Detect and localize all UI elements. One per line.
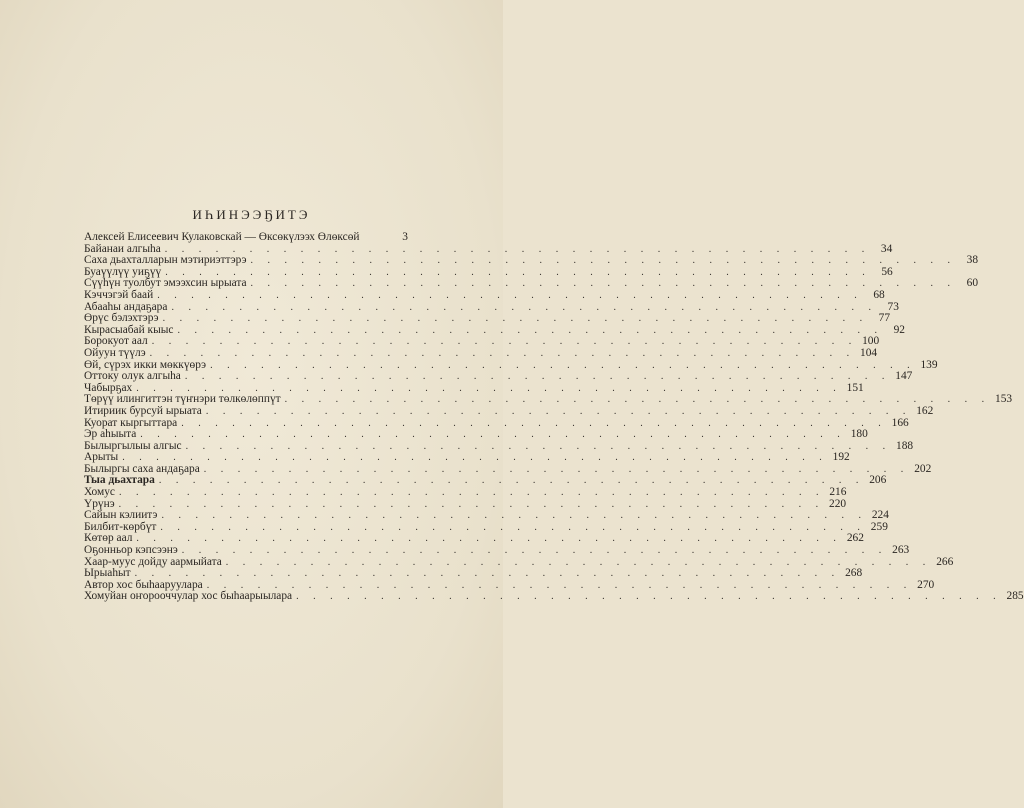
toc-entry-title: Өрүс бэлэхтэрэ — [84, 312, 159, 325]
dot-leader: . . . . . . . . . . . . . . . . . . . . . . . . . . . . . . . . . . . . . . . . . . — [203, 463, 910, 475]
toc-entry-page-number: 166 — [891, 416, 909, 429]
dot-leader: . . . . . . . . . . . . . . . . . . . . . . . . . . . . . . . . . . . . . . . . . . — [206, 579, 913, 591]
toc-entry-page-number: 285 — [1006, 590, 1024, 603]
toc-entry-title: Автор хос быһааруулара — [84, 578, 203, 591]
dot-leader: . . . . . . . . . . . . . . . . . . . . . . . . . . . . . . . . . . . . . . . . . . — [122, 452, 828, 464]
toc-entry-page-number: 263 — [892, 544, 910, 557]
dot-leader: . . . . . . . . . . . . . . . . . . . . . . . . . . . . . . . . . . . . . . . . . . — [177, 324, 883, 336]
toc-entry-title: Буаүүлүү уиҕүү — [84, 265, 162, 278]
toc-entry-page-number: 104 — [860, 346, 878, 359]
toc-entry-title: Үрүнэ — [84, 497, 115, 510]
toc-entry-title: Ырыаһыт — [84, 567, 131, 580]
toc-entry-page-number: 262 — [846, 532, 864, 545]
toc-entry-title: Көтөр аал — [84, 532, 133, 545]
toc-entry — [84, 544, 910, 557]
toc-entry-page-number: 224 — [871, 509, 889, 522]
dot-leader: . . . . . . . . . . . . . . . . . . . . . . . . . . . . . . . . . . . . . . . . . . — [149, 347, 856, 359]
dot-leader: . . . . . . . . . . . . . . . . . . . . . . . . . . . . . . . . . . . . . . . . . . — [161, 510, 867, 522]
dot-leader: . . . . . . . . . . . . . . . . . . . . . . . . . . . . . . . . . . . . . . . . . . — [250, 278, 957, 290]
toc-entry-page-number: 34 — [880, 242, 893, 255]
toc-entry-page-number: 73 — [887, 300, 899, 313]
toc-entry-page-number: 180 — [850, 428, 868, 441]
dot-leader: . . . . . . . . . . . . . . . . . . . . . . . . . . . . . . . . . . . . . . . . . . — [185, 440, 892, 452]
toc-entry-title: Арыты — [84, 451, 119, 464]
toc-entry-page-number: 147 — [895, 370, 913, 383]
toc-entry — [84, 232, 408, 244]
toc-entry-title: Былыргы саха андаҕара — [84, 462, 200, 475]
dot-leader: . . . . . . . . . . . . . . . . . . . . . . . . . . . . . . . . . . . . . . . . . . — [210, 359, 916, 371]
dot-leader: . . . . . . . . . . . . . . . . . . . . . . . . . . . . . . . . . . . . . . . . . . — [181, 545, 888, 557]
toc-entry — [84, 346, 878, 360]
toc-entry-page-number: 92 — [893, 323, 905, 336]
dot-leader: . . . . . . . . . . . . . . . . . . . . . . . . . . . . . . . . . . . . . . . . . . — [160, 521, 866, 533]
toc-entry-title: Саха дьахталларын мэтириэттэрэ — [84, 254, 247, 267]
toc-entry-title: Былыргылыы алгыс — [84, 439, 182, 452]
toc-entry-page-number: 192 — [832, 451, 850, 464]
toc-entry-title: Оҕонньор кэпсээнэ — [84, 544, 178, 557]
dot-leader: . . . . . . . . . . . . . . . . . . . . . . . . . . . . . . . . . . . . . . . . . . — [136, 382, 842, 394]
toc-entry-title: Сүүһүн туолбут эмээхсин ырыата — [84, 277, 247, 290]
toc-entry-page-number: 202 — [914, 462, 932, 475]
toc-entry — [84, 312, 891, 325]
toc-entry-page-number: 268 — [845, 567, 863, 580]
dot-leader: . . . . . . . . . . . . . . . . . . . . . . . . . . . . . . . . . . . . . . . . . . — [284, 394, 991, 406]
page-title: ИҺИНЭЭҔИТЭ — [192, 207, 311, 222]
toc-entry-page-number: 188 — [896, 439, 914, 452]
toc-entry — [84, 428, 868, 441]
toc-entry-page-number: 38 — [966, 254, 979, 267]
dot-leader: . . . . . . . . . . . . . . . . . . . . . . . . . . . . . . . . . . . . . . . . . . — [181, 417, 887, 429]
dot-leader: . . . . . . . . . . . . . . . . . . . . . . . . . . . . . . . . . . . . . . . . . . — [118, 487, 825, 499]
dot-leader: . . . . . . . . . . . . . . . . . . . . . . . . . . . . . . . . . . . . . . . . . . — [164, 243, 871, 255]
toc-entry-title: Хаар-муус дойду аармыйата — [84, 555, 222, 568]
toc-entry-page-number: 206 — [869, 474, 887, 487]
toc-entry-page-number: 220 — [829, 497, 847, 510]
toc-entry-title: Чабырҕах — [84, 381, 133, 394]
toc-entry-page-number: 139 — [920, 358, 938, 371]
toc-entry-title: Итириик бурсуй ырыата — [84, 404, 202, 417]
dot-leader: . . . . . . . . . . . . . . . . . . . . . . . . . . . . . . . . . . . . . . . . . . — [165, 266, 871, 278]
dot-leader: . . . . . . . . . . . . . . . . . . . . . . . . . . . . . . . . . . . . . . . . . . — [157, 289, 863, 301]
dot-leader: . . . . . . . . . . . . . . . . . . . . . . . . . . . . . . . . . . . . . . . . . . — [171, 301, 877, 313]
toc-entry — [84, 555, 954, 569]
toc-entry-title: Хомус — [84, 486, 115, 499]
toc-entry-page-number: 60 — [966, 277, 979, 290]
toc-entry-title: Ойуун түүлэ — [84, 346, 146, 359]
toc-entry-page-number: 68 — [873, 288, 885, 301]
toc-entry-title: Куорат кыргыттара — [84, 416, 178, 429]
dot-leader: . . . . . . . . . . . . . . . . . . . . . . . . . . . . . . . . . . . . . . . . . . — [250, 255, 957, 267]
dot-leader: . . . . . . . . . . . . . . . . . . . . . . . . . . . . . . . . . . . . . . . . . . — [162, 313, 869, 325]
table-of-contents — [84, 231, 1024, 603]
toc-entry-title: Сайын кэлиитэ — [84, 509, 158, 522]
dot-leader: . . . . . . . . . . . . . . . . . . . . . . . . . . . . . . . . . . . . . . . . . . — [158, 475, 865, 487]
toc-entry-title: Оттоку олук алгыһа — [84, 370, 181, 383]
toc-entry — [84, 486, 847, 499]
toc-entry-page-number: 270 — [917, 578, 935, 591]
dot-leader: . . . . . . . . . . . . . . . . . . . . . . . . . . . . . . . . . . . . . . . . . . — [296, 591, 1002, 603]
toc-entry-page-number: 151 — [846, 381, 864, 394]
dot-leader: . . . . . . . . . . . . . . . . . . . . . . . . . . . . . . . . . . . . . . . . . . — [134, 568, 841, 580]
toc-entry-page-number: 100 — [862, 335, 880, 348]
toc-entry-page-number: 216 — [829, 486, 847, 499]
dot-leader: . . . . . . . . . . . . . . . . . . . . . . . . . . . . . . . . . . . . . . . . . . — [225, 556, 932, 568]
toc-entry-title: Борокуот аал — [84, 335, 148, 348]
toc-entry-title: Төрүү илингиттэн түҥнэри төлкөлөппүт — [84, 393, 281, 406]
toc-entry-page-number: 3 — [402, 231, 408, 243]
toc-entry-title: Эр аһыыта — [84, 428, 137, 441]
toc-entry-page-number: 153 — [995, 393, 1013, 406]
toc-entry-title: Байанаи алгыһа — [84, 242, 161, 255]
toc-entry-page-number: 266 — [936, 555, 954, 568]
toc-entry-page-number: 56 — [881, 265, 893, 278]
toc-entry — [84, 590, 1024, 603]
toc-entry — [84, 474, 887, 487]
dot-leader: . . . . . . . . . . . . . . . . . . . . . . . . . . . . . . . . . . . . . . . . . . — [205, 405, 912, 417]
toc-entry — [84, 288, 885, 302]
toc-entry-page-number: 259 — [870, 520, 888, 533]
toc-entry — [84, 439, 914, 453]
toc-entry-title: Хомуйан оҥорооччулар хос быһаарыылара — [84, 590, 293, 603]
dot-leader: . . . . . . . . . . . . . . . . . . . . . . . . . . . . . . . . . . . . . . . . . . — [151, 336, 858, 348]
toc-entry — [84, 520, 888, 534]
dot-leader: . . . . . . . . . . . . . . . . . . . . . . . . . . . . . . . . . . . . . . . . . . — [140, 429, 846, 441]
toc-entry-title: Өй, сүрэх икки мөккүөрэ — [84, 358, 207, 371]
toc-entry — [84, 370, 913, 383]
toc-entry-title: Тыа дьахтара — [84, 474, 155, 487]
toc-entry-title: Алексей Елисеевич Кулаковскай — Өксөкүлээх Өлөксөй — [84, 231, 360, 243]
toc-entry — [84, 404, 934, 418]
toc-entry-title: Абааһы андаҕара — [84, 300, 168, 313]
dot-leader: . . . . . . . . . . . . . . . . . . . . . . . . . . . . . . . . . . . . . . . . . . — [136, 533, 842, 545]
dot-leader: . . . . . . . . . . . . . . . . . . . . . . . . . . . . . . . . . . . . . . . . . . — [118, 498, 825, 510]
toc-entry-title: Кырасыабай кыыс — [84, 323, 174, 336]
dot-leader: . . . . . . . . . . . . . . . . . . . . . . . . . . . . . . . . . . . . . . . . . . — [184, 371, 891, 383]
toc-entry-title: Билбит-көрбүт — [84, 520, 157, 533]
toc-entry-page-number: 77 — [878, 312, 891, 325]
toc-entry-title: Кэччэгэй баай — [84, 288, 154, 301]
toc-entry-page-number: 162 — [916, 404, 934, 417]
